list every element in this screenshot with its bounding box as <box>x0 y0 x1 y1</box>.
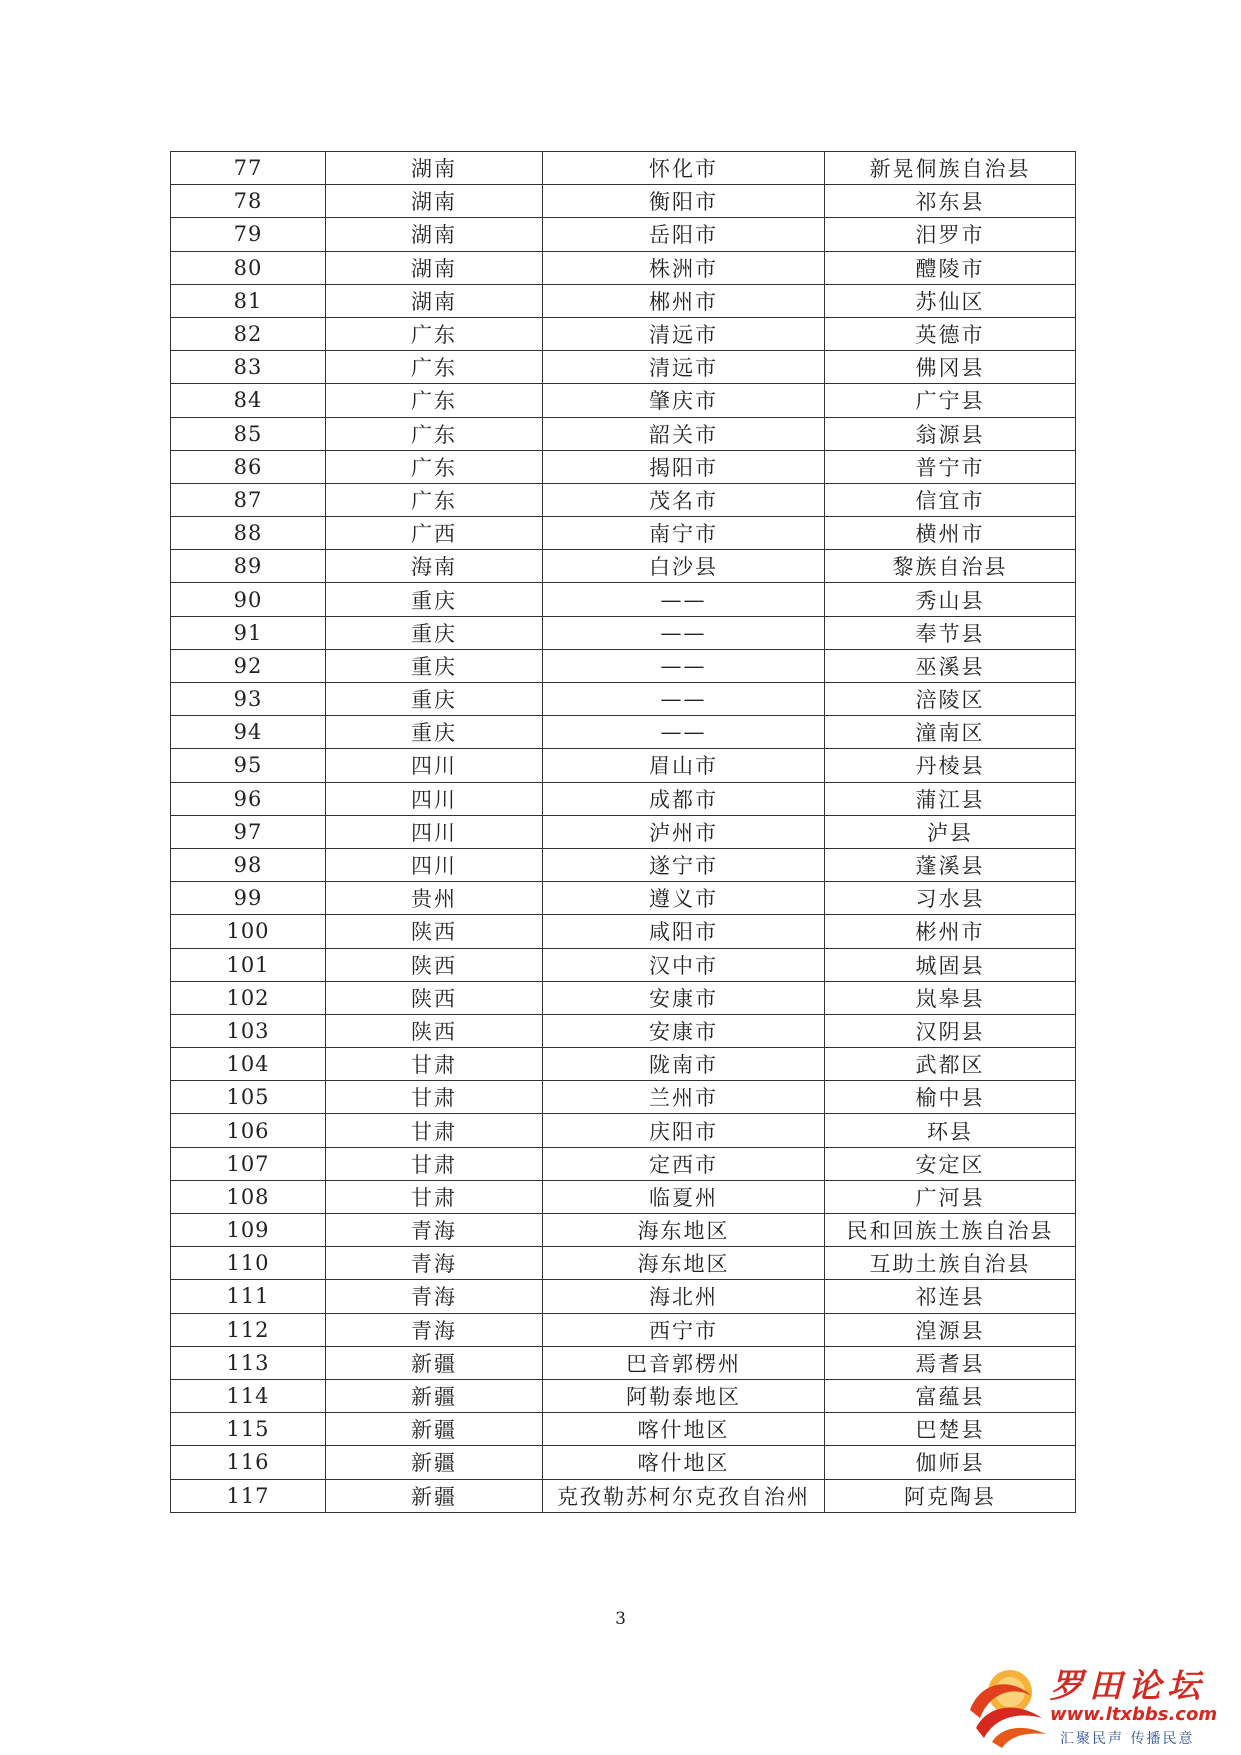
province-cell: 甘肃 <box>326 1147 543 1180</box>
table-row <box>171 1280 1076 1313</box>
table-row <box>171 1479 1076 1512</box>
county-cell: 环县 <box>825 1114 1076 1147</box>
table-row <box>171 1413 1076 1446</box>
table-row <box>171 384 1076 417</box>
province-cell: 贵州 <box>326 882 543 915</box>
county-cell: 广宁县 <box>825 384 1076 417</box>
province-cell: 四川 <box>326 749 543 782</box>
row-number: 102 <box>171 981 326 1014</box>
county-cell: 潼南区 <box>825 716 1076 749</box>
row-number: 95 <box>171 749 326 782</box>
table-row <box>171 815 1076 848</box>
province-cell: 湖南 <box>326 152 543 185</box>
county-cell: 蓬溪县 <box>825 848 1076 881</box>
county-cell: 蒲江县 <box>825 782 1076 815</box>
province-cell: 陕西 <box>326 1014 543 1047</box>
table-row <box>171 317 1076 350</box>
row-number: 89 <box>171 550 326 583</box>
city-cell: 清远市 <box>543 351 825 384</box>
province-cell: 广东 <box>326 417 543 450</box>
row-number: 81 <box>171 284 326 317</box>
table-row <box>171 782 1076 815</box>
city-cell: 兰州市 <box>543 1081 825 1114</box>
county-cell: 城固县 <box>825 948 1076 981</box>
county-cell: 互助土族自治县 <box>825 1247 1076 1280</box>
province-cell: 甘肃 <box>326 1114 543 1147</box>
province-cell: 广东 <box>326 351 543 384</box>
province-cell: 重庆 <box>326 716 543 749</box>
row-number: 117 <box>171 1479 326 1512</box>
province-cell: 甘肃 <box>326 1081 543 1114</box>
city-cell: 株洲市 <box>543 251 825 284</box>
county-cell: 普宁市 <box>825 450 1076 483</box>
county-cell: 巫溪县 <box>825 649 1076 682</box>
province-cell: 陕西 <box>326 948 543 981</box>
county-cell: 翁源县 <box>825 417 1076 450</box>
city-cell: 安康市 <box>543 981 825 1014</box>
county-cell: 习水县 <box>825 882 1076 915</box>
city-cell: 汉中市 <box>543 948 825 981</box>
county-cell: 横州市 <box>825 517 1076 550</box>
county-cell: 岚皋县 <box>825 981 1076 1014</box>
row-number: 93 <box>171 683 326 716</box>
county-cell: 秀山县 <box>825 583 1076 616</box>
city-cell: 海北州 <box>543 1280 825 1313</box>
row-number: 112 <box>171 1313 326 1346</box>
city-cell: 岳阳市 <box>543 218 825 251</box>
row-number: 96 <box>171 782 326 815</box>
city-cell: 安康市 <box>543 1014 825 1047</box>
province-cell: 湖南 <box>326 185 543 218</box>
city-cell: 眉山市 <box>543 749 825 782</box>
city-cell: —— <box>543 583 825 616</box>
county-cell: 富蕴县 <box>825 1379 1076 1412</box>
province-cell: 广东 <box>326 483 543 516</box>
province-cell: 湖南 <box>326 218 543 251</box>
row-number: 111 <box>171 1280 326 1313</box>
table-row <box>171 915 1076 948</box>
city-cell: —— <box>543 649 825 682</box>
table-row <box>171 1346 1076 1379</box>
city-cell: 海东地区 <box>543 1214 825 1247</box>
province-cell: 广西 <box>326 517 543 550</box>
table-row <box>171 1114 1076 1147</box>
county-cell: 黎族自治县 <box>825 550 1076 583</box>
province-cell: 甘肃 <box>326 1180 543 1213</box>
table-row <box>171 450 1076 483</box>
table-row <box>171 882 1076 915</box>
province-cell: 新疆 <box>326 1446 543 1479</box>
row-number: 105 <box>171 1081 326 1114</box>
province-cell: 湖南 <box>326 284 543 317</box>
table-row <box>171 716 1076 749</box>
province-cell: 甘肃 <box>326 1048 543 1081</box>
city-cell: 郴州市 <box>543 284 825 317</box>
watermark-url: www.ltxbbs.com <box>1050 1704 1218 1725</box>
province-cell: 青海 <box>326 1313 543 1346</box>
province-cell: 重庆 <box>326 649 543 682</box>
table-row <box>171 1446 1076 1479</box>
row-number: 116 <box>171 1446 326 1479</box>
county-cell: 新晃侗族自治县 <box>825 152 1076 185</box>
watermark-slogan: 汇聚民声 传播民意 <box>1060 1731 1195 1747</box>
city-cell: 遂宁市 <box>543 848 825 881</box>
city-cell: 陇南市 <box>543 1048 825 1081</box>
row-number: 79 <box>171 218 326 251</box>
page-number: 3 <box>615 1609 626 1629</box>
city-cell: —— <box>543 616 825 649</box>
county-cell: 涪陵区 <box>825 683 1076 716</box>
row-number: 114 <box>171 1379 326 1412</box>
region-table <box>170 151 1076 1513</box>
table-row <box>171 251 1076 284</box>
table-row <box>171 649 1076 682</box>
row-number: 90 <box>171 583 326 616</box>
city-cell: 泸州市 <box>543 815 825 848</box>
province-cell: 四川 <box>326 782 543 815</box>
province-cell: 青海 <box>326 1214 543 1247</box>
city-cell: 西宁市 <box>543 1313 825 1346</box>
row-number: 107 <box>171 1147 326 1180</box>
county-cell: 巴楚县 <box>825 1413 1076 1446</box>
table-row <box>171 1014 1076 1047</box>
table-row <box>171 1247 1076 1280</box>
county-cell: 榆中县 <box>825 1081 1076 1114</box>
county-cell: 湟源县 <box>825 1313 1076 1346</box>
county-cell: 英德市 <box>825 317 1076 350</box>
city-cell: —— <box>543 683 825 716</box>
city-cell: 遵义市 <box>543 882 825 915</box>
county-cell: 彬州市 <box>825 915 1076 948</box>
province-cell: 重庆 <box>326 583 543 616</box>
province-cell: 重庆 <box>326 683 543 716</box>
province-cell: 四川 <box>326 815 543 848</box>
table-row <box>171 218 1076 251</box>
table-row <box>171 185 1076 218</box>
table-row <box>171 517 1076 550</box>
table-row <box>171 417 1076 450</box>
county-cell: 信宜市 <box>825 483 1076 516</box>
table-row <box>171 483 1076 516</box>
province-cell: 广东 <box>326 384 543 417</box>
city-cell: 喀什地区 <box>543 1413 825 1446</box>
county-cell: 祁东县 <box>825 185 1076 218</box>
province-cell: 新疆 <box>326 1413 543 1446</box>
row-number: 113 <box>171 1346 326 1379</box>
province-cell: 湖南 <box>326 251 543 284</box>
row-number: 77 <box>171 152 326 185</box>
row-number: 101 <box>171 948 326 981</box>
city-cell: 喀什地区 <box>543 1446 825 1479</box>
province-cell: 青海 <box>326 1280 543 1313</box>
row-number: 85 <box>171 417 326 450</box>
row-number: 104 <box>171 1048 326 1081</box>
province-cell: 新疆 <box>326 1379 543 1412</box>
row-number: 82 <box>171 317 326 350</box>
province-cell: 陕西 <box>326 915 543 948</box>
row-number: 110 <box>171 1247 326 1280</box>
city-cell: 阿勒泰地区 <box>543 1379 825 1412</box>
province-cell: 四川 <box>326 848 543 881</box>
province-cell: 海南 <box>326 550 543 583</box>
city-cell: 衡阳市 <box>543 185 825 218</box>
table-row <box>171 1379 1076 1412</box>
province-cell: 广东 <box>326 317 543 350</box>
table-row <box>171 284 1076 317</box>
table-row <box>171 749 1076 782</box>
row-number: 115 <box>171 1413 326 1446</box>
city-cell: 咸阳市 <box>543 915 825 948</box>
county-cell: 武都区 <box>825 1048 1076 1081</box>
row-number: 98 <box>171 848 326 881</box>
row-number: 84 <box>171 384 326 417</box>
city-cell: 临夏州 <box>543 1180 825 1213</box>
province-cell: 青海 <box>326 1247 543 1280</box>
county-cell: 汉阴县 <box>825 1014 1076 1047</box>
table-row <box>171 351 1076 384</box>
county-cell: 伽师县 <box>825 1446 1076 1479</box>
row-number: 91 <box>171 616 326 649</box>
table-row <box>171 1081 1076 1114</box>
county-cell: 佛冈县 <box>825 351 1076 384</box>
table-row <box>171 948 1076 981</box>
row-number: 78 <box>171 185 326 218</box>
city-cell: 茂名市 <box>543 483 825 516</box>
row-number: 86 <box>171 450 326 483</box>
city-cell: 庆阳市 <box>543 1114 825 1147</box>
table-row <box>171 981 1076 1014</box>
row-number: 108 <box>171 1180 326 1213</box>
row-number: 87 <box>171 483 326 516</box>
row-number: 88 <box>171 517 326 550</box>
row-number: 83 <box>171 351 326 384</box>
county-cell: 阿克陶县 <box>825 1479 1076 1512</box>
city-cell: 怀化市 <box>543 152 825 185</box>
table-row <box>171 1147 1076 1180</box>
forum-logo-icon <box>962 1662 1048 1748</box>
city-cell: 清远市 <box>543 317 825 350</box>
city-cell: 克孜勒苏柯尔克孜自治州 <box>543 1479 825 1512</box>
county-cell: 泸县 <box>825 815 1076 848</box>
row-number: 100 <box>171 915 326 948</box>
county-cell: 民和回族土族自治县 <box>825 1214 1076 1247</box>
row-number: 92 <box>171 649 326 682</box>
table-row <box>171 1180 1076 1213</box>
city-cell: 成都市 <box>543 782 825 815</box>
row-number: 80 <box>171 251 326 284</box>
row-number: 99 <box>171 882 326 915</box>
county-cell: 汨罗市 <box>825 218 1076 251</box>
table-row <box>171 583 1076 616</box>
city-cell: 白沙县 <box>543 550 825 583</box>
row-number: 97 <box>171 815 326 848</box>
table-body <box>171 152 1076 1513</box>
city-cell: 揭阳市 <box>543 450 825 483</box>
province-cell: 新疆 <box>326 1479 543 1512</box>
row-number: 106 <box>171 1114 326 1147</box>
table-row <box>171 152 1076 185</box>
city-cell: 韶关市 <box>543 417 825 450</box>
table-row <box>171 550 1076 583</box>
watermark-title: 罗田论坛 <box>1050 1666 1206 1705</box>
city-cell: 南宁市 <box>543 517 825 550</box>
row-number: 109 <box>171 1214 326 1247</box>
province-cell: 广东 <box>326 450 543 483</box>
city-cell: 海东地区 <box>543 1247 825 1280</box>
county-cell: 安定区 <box>825 1147 1076 1180</box>
county-cell: 丹棱县 <box>825 749 1076 782</box>
table-row <box>171 1048 1076 1081</box>
city-cell: 巴音郭楞州 <box>543 1346 825 1379</box>
county-cell: 奉节县 <box>825 616 1076 649</box>
county-cell: 焉耆县 <box>825 1346 1076 1379</box>
county-cell: 醴陵市 <box>825 251 1076 284</box>
row-number: 94 <box>171 716 326 749</box>
table-row <box>171 683 1076 716</box>
table-row <box>171 1214 1076 1247</box>
table-row <box>171 1313 1076 1346</box>
county-cell: 广河县 <box>825 1180 1076 1213</box>
table-row <box>171 616 1076 649</box>
province-cell: 新疆 <box>326 1346 543 1379</box>
city-cell: —— <box>543 716 825 749</box>
city-cell: 定西市 <box>543 1147 825 1180</box>
city-cell: 肇庆市 <box>543 384 825 417</box>
county-cell: 祁连县 <box>825 1280 1076 1313</box>
province-cell: 陕西 <box>326 981 543 1014</box>
county-cell: 苏仙区 <box>825 284 1076 317</box>
province-cell: 重庆 <box>326 616 543 649</box>
table-row <box>171 848 1076 881</box>
row-number: 103 <box>171 1014 326 1047</box>
site-watermark <box>962 1660 1232 1750</box>
